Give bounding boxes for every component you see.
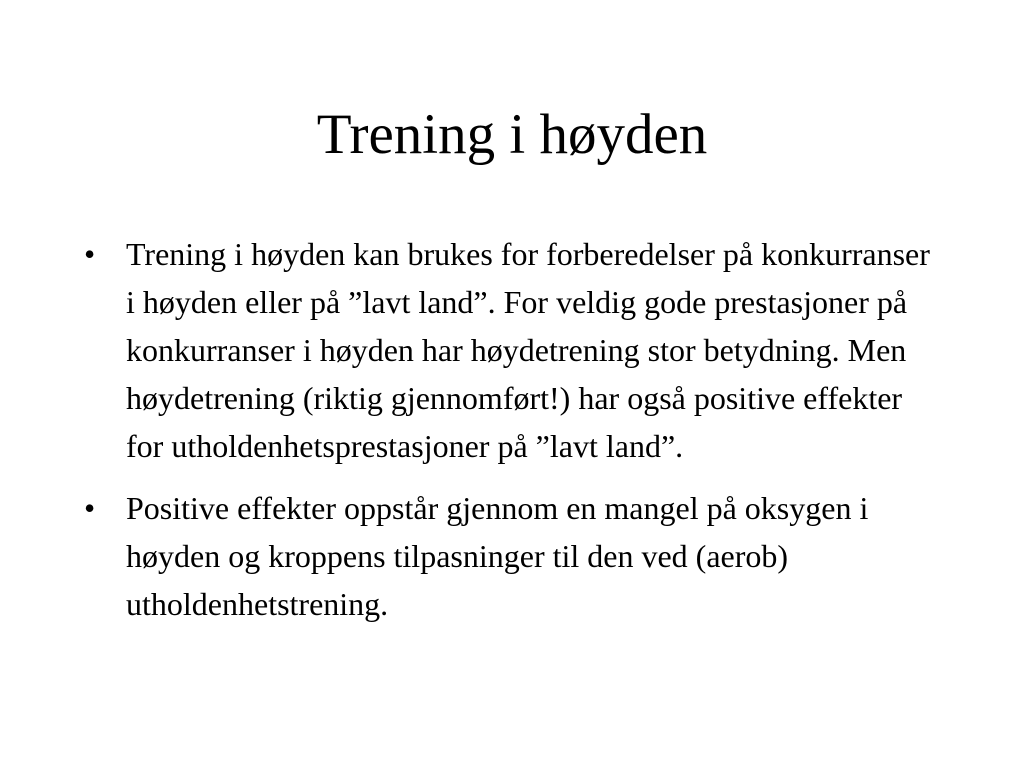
bullet-icon: •: [84, 490, 96, 526]
bullet-icon: •: [84, 236, 96, 272]
slide-title: Trening i høyden: [316, 103, 708, 166]
bullet-item: [84, 230, 944, 470]
bullet-text: Positive effekter oppstår gjennom en mangel på oksygen i høyden og kroppens tilpasninger til den ved (aerob) utholdenhetstrening.: [126, 490, 869, 622]
bullet-text: Trening i høyden kan brukes for forberedelser på konkurranser i høyden eller på ”lavt land”. For veldig gode prestasjoner på konkurranser i høyden har høydetrening stor betydning. Men høydetrening (riktig gjennomført!) har også positive effekter for utholdenhetsprestasjoner på ”lavt land”.: [126, 236, 930, 464]
bullet-item: [84, 484, 944, 628]
bullet-list: [84, 230, 944, 642]
